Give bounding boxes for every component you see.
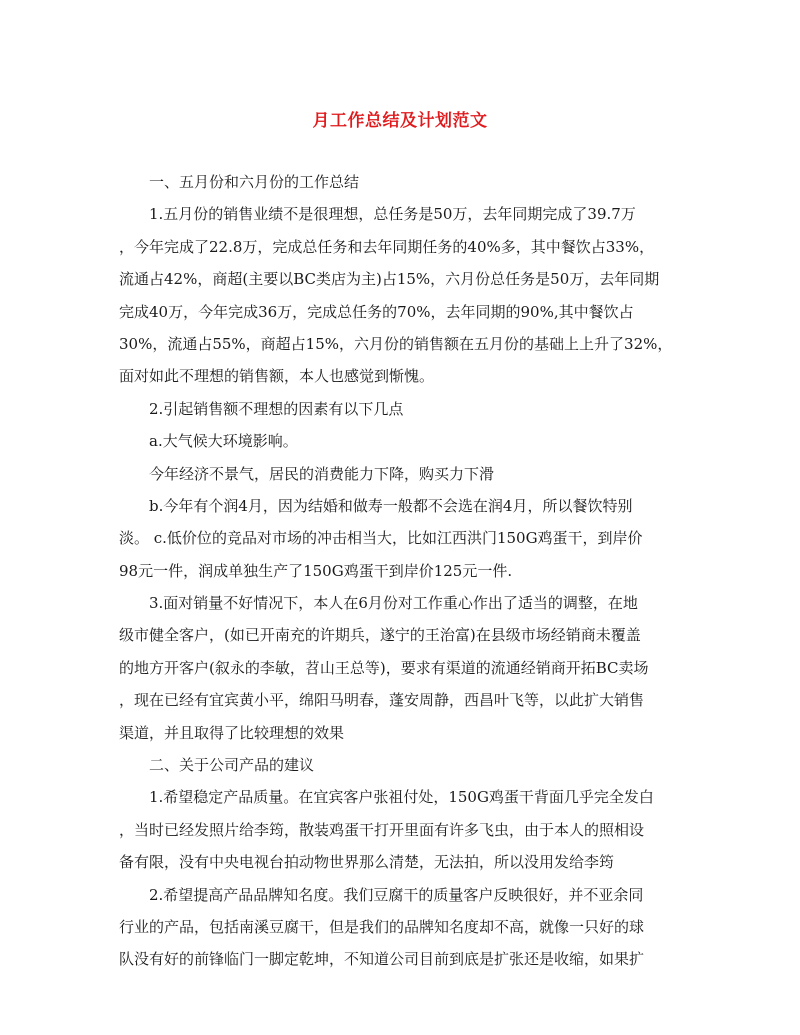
text-line: 30%，流通占55%，商超占15%，六月份的销售额在五月份的基础上上升了32%， bbox=[119, 334, 673, 353]
text-line: 队没有好的前锋临门一脚定乾坤，不知道公司目前到底是扩张还是收缩，如果扩 bbox=[119, 950, 645, 969]
text-line: ，当时已经发照片给李筠，散装鸡蛋干打开里面有许多飞虫，由于本人的照相设 bbox=[119, 820, 645, 839]
text-line: 渠道，并且取得了比较理想的效果 bbox=[119, 723, 345, 742]
text-line: 2.引起销售额不理想的因素有以下几点 bbox=[149, 399, 404, 418]
text-line: 一、五月份和六月份的工作总结 bbox=[149, 173, 360, 191]
text-line: 流通占42%，商超(主要以BC类店为主)占15%，六月份总任务是50万，去年同期 bbox=[119, 270, 660, 289]
text-line: ，现在已经有宜宾黄小平，绵阳马明春，蓬安周静，西昌叶飞等，以此扩大销售 bbox=[119, 691, 645, 710]
text-line: 级市健全客户，(如已开南充的许期兵，遂宁的王治富)在县级市场经销商未覆盖 bbox=[119, 626, 641, 645]
text-line: 2.希望提高产品品牌知名度。我们豆腐干的质量客户反映很好，并不亚余同 bbox=[149, 885, 644, 904]
text-line: 1.五月份的销售业绩不是很理想，总任务是50万，去年同期完成了39.7万 bbox=[149, 205, 636, 224]
text-line: 3.面对销量不好情况下，本人在6月份对工作重心作出了适当的调整，在地 bbox=[149, 594, 638, 613]
document-body bbox=[119, 166, 689, 976]
page-title: 月工作总结及计划范文 bbox=[312, 111, 488, 131]
text-line: 面对如此不理想的销售额，本人也感觉到惭愧。 bbox=[119, 367, 435, 386]
text-line: 完成40万，今年完成36万，完成总任务的70%，去年同期的90%,其中餐饮占 bbox=[119, 302, 634, 321]
text-line: 今年经济不景气，居民的消费能力下降，购买力下滑 bbox=[149, 464, 495, 483]
text-line: 淡。 c.低价位的竞品对市场的冲击相当大，比如江西洪门150G鸡蛋干，到岸价 bbox=[119, 529, 643, 548]
text-line: 行业的产品，包括南溪豆腐干，但是我们的品牌知名度却不高，就像一只好的球 bbox=[119, 917, 645, 936]
text-line: b.今年有个润4月，因为结婚和做寿一般都不会选在润4月，所以餐饮特别 bbox=[149, 496, 633, 515]
text-line: a.大气候大环境影响。 bbox=[149, 432, 298, 451]
text-line: 1.希望稳定产品质量。在宜宾客户张祖付处，150G鸡蛋干背面几乎完全发白 bbox=[149, 788, 654, 807]
text-line: 备有限，没有中央电视台拍动物世界那么清楚，无法拍，所以没用发给李筠 bbox=[119, 853, 615, 872]
text-line: 98元一件，润成单独生产了150G鸡蛋干到岸价125元一件. bbox=[119, 561, 513, 580]
text-line: 的地方开客户(叙永的李敏，苕山王总等)，要求有渠道的流通经销商开拓BC卖场 bbox=[119, 658, 649, 677]
text-line: ，今年完成了22.8万，完成总任务和去年同期任务的40%多，其中餐饮占33%， bbox=[119, 237, 655, 256]
text-line: 二、关于公司产品的建议 bbox=[149, 756, 315, 775]
